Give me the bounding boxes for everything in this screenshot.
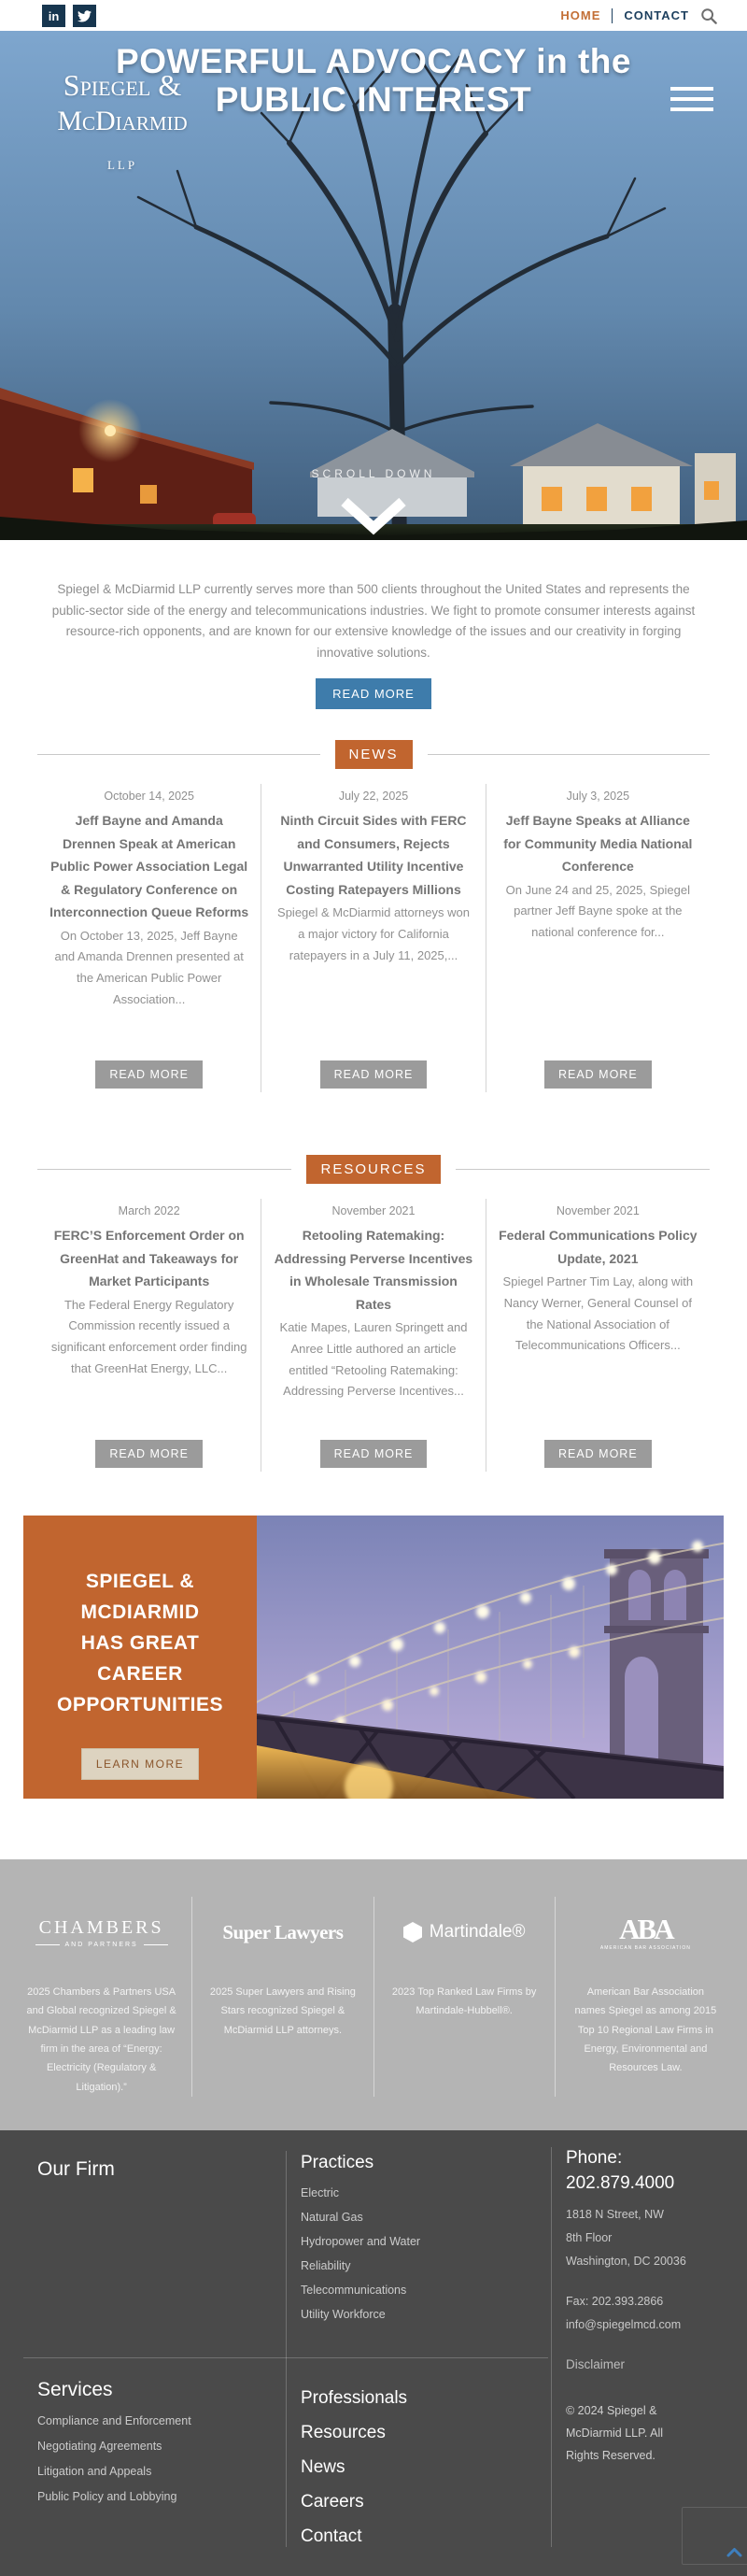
resource-card [37,1199,261,1472]
news-card [37,784,261,1092]
chambers-logo-subtext: AND PARTNERS [35,1942,168,1948]
award-description: 2023 Top Ranked Law Firms by Martindale-Hubbell®. [391,1986,537,2017]
aba-logo-subtext: AMERICAN BAR ASSOCIATION [599,1944,691,1951]
hero-section [0,31,747,540]
footer-service-item[interactable]: Public Policy and Lobbying [37,2490,177,2503]
aba-logo-text: ABA [619,1912,672,1945]
top-bar [0,0,747,31]
award-description: American Bar Association names Spiegel as among 2015 Top 10 Regional Law Firms in Energy, Environmental and Resources Law. [574,1986,717,2074]
resource-title-link[interactable]: FERC’S Enforcement Order on GreenHat and Takeaways for Market Participants [53,1228,245,1288]
footer-column-middle [301,2130,534,2546]
resource-title-link[interactable]: Retooling Ratemaking: Addressing Perverse Incentives in Wholesale Transmission Rates [274,1228,473,1312]
hexagon-icon [403,1922,422,1943]
scroll-down-label: SCROLL DOWN [311,467,436,480]
footer-copyright [566,2399,687,2467]
footer-copyright-line1: © 2024 Spiegel & McDiarmid LLP. [566,2404,657,2440]
news-date: October 14, 2025 [104,790,194,803]
resources-section [0,1103,747,1516]
header-line-right [456,1169,710,1170]
news-card [486,784,710,1092]
footer-disclaimer-link[interactable]: Disclaimer [566,2357,626,2371]
nav-divider [612,8,613,23]
award-super-lawyers [191,1897,373,2097]
header-line-left [37,1169,291,1170]
career-heading-line: CAREER [97,1663,183,1685]
footer-nav-professionals[interactable]: Professionals [301,2388,408,2408]
news-date: July 22, 2025 [338,790,409,803]
spacer [0,1799,747,1859]
footer-address-line: 1818 N Street, NW [566,2208,664,2221]
hamburger-menu-icon[interactable] [670,87,713,118]
news-title-link[interactable]: Jeff Bayne and Amanda Drennen Speak at American Public Power Association Legal & Regulatory Conference on Interconnection Queue Reforms [49,813,249,919]
resource-read-more-button[interactable]: READ MORE [544,1440,652,1468]
footer-fax: Fax: 202.393.2866 [566,2295,664,2308]
footer-services-list [37,2409,191,2510]
career-heading-line: SPIEGEL & [85,1571,195,1592]
footer-services-block [37,2379,191,2510]
hero-headline-line1: POWERFUL ADVOCACY in the [116,42,631,80]
intro-section [0,540,747,710]
resource-card [261,1199,485,1472]
footer-service-item[interactable]: Compliance and Enforcement [37,2414,191,2427]
career-heading-line: MCDIARMID [80,1601,200,1623]
award-aba [555,1897,736,2097]
footer-our-firm-link[interactable]: Our Firm [37,2158,115,2180]
career-photo-bridge [257,1516,724,1799]
footer-email-link[interactable]: info@spiegelmcd.com [566,2318,682,2331]
career-banner [23,1516,724,1799]
footer-fax-email [566,2290,720,2337]
footer-main-nav [301,2381,407,2554]
footer-practice-item[interactable]: Electric [301,2186,339,2199]
news-section [0,710,747,1103]
linkedin-icon[interactable]: in [42,5,65,27]
footer-practice-item[interactable]: Hydropower and Water [301,2235,421,2248]
news-header [37,740,710,769]
career-heading-line: OPPORTUNITIES [56,1694,224,1715]
footer-nav-careers[interactable]: Careers [301,2492,364,2512]
award-martindale [374,1897,555,2097]
aba-logo [571,1897,721,1968]
footer-practice-item[interactable]: Natural Gas [301,2211,363,2224]
news-date: July 3, 2025 [566,790,630,803]
intro-paragraph: Spiegel & McDiarmid LLP currently serves more than 500 clients throughout the United States and represents the public-sector side of the energy and telecommunications industries. We fight to promote consumer interests against resource-rich opponents, and are known for our extensive knowledge of the issues and our creativity in forging innovative solutions. [51,582,696,661]
super-lawyers-logo-text: Super Lawyers [222,1920,344,1943]
firm-logo-line1: Spiegel & [63,68,182,102]
footer-column-left [37,2130,271,2503]
footer [0,2130,747,2576]
news-section-title: NEWS [335,740,413,769]
nav-contact-link[interactable]: CONTACT [624,8,689,22]
footer-service-item[interactable]: Negotiating Agreements [37,2440,162,2453]
career-heading [57,1566,223,1720]
footer-column-right [566,2130,720,2467]
footer-nav-resources[interactable]: Resources [301,2423,386,2442]
news-cards [37,784,710,1092]
award-chambers [11,1897,191,2097]
award-description: 2025 Super Lawyers and Rising Stars recognized Spiegel & McDiarmid LLP attorneys. [209,1986,356,2036]
hero-headline-line2: PUBLIC INTEREST [215,80,532,120]
footer-services-link[interactable]: Services [37,2379,113,2400]
career-panel [23,1516,257,1799]
top-nav [560,0,717,31]
resources-cards [37,1199,710,1472]
resource-read-more-button[interactable]: READ MORE [320,1440,428,1468]
chambers-logo-text: CHAMBERS [38,1916,164,1938]
resource-date: November 2021 [556,1204,640,1217]
resources-header [37,1155,710,1184]
martindale-logo [389,1897,540,1968]
super-lawyers-logo [207,1897,358,1968]
news-title-link[interactable]: Jeff Bayne Speaks at Alliance for Community Media National Conference [503,813,693,874]
footer-nav-news[interactable]: News [301,2457,345,2477]
martindale-logo-text: Martindale® [429,1922,526,1942]
search-icon[interactable] [700,7,717,24]
resource-read-more-button[interactable]: READ MORE [95,1440,203,1468]
scroll-down-chevron-icon[interactable] [339,496,408,538]
nav-home-link[interactable]: HOME [560,8,601,22]
resources-section-title: RESOURCES [306,1155,440,1184]
footer-divider-vertical [551,2147,552,2547]
news-read-more-button[interactable]: READ MORE [320,1060,428,1089]
career-learn-more-button[interactable]: LEARN MORE [81,1748,199,1780]
footer-practice-item[interactable]: Utility Workforce [301,2308,386,2321]
footer-practice-item[interactable]: Reliability [301,2259,351,2272]
news-excerpt: Spiegel & McDiarmid attorneys won a major victory for California ratepayers in a July 11, 2025,... [277,905,470,962]
twitter-bird-icon [78,10,92,22]
footer-copyright-line2: All Rights Reserved. [566,2427,664,2462]
resource-title-link[interactable]: Federal Communications Policy Update, 2021 [499,1228,698,1266]
news-excerpt: On October 13, 2025, Jeff Bayne and Amanda Drennen presented at the American Public Power Association... [54,928,244,1006]
news-read-more-button[interactable]: READ MORE [95,1060,203,1089]
resource-date: November 2021 [331,1204,416,1217]
footer-address-line: 8th Floor [566,2231,613,2244]
resource-date: March 2022 [118,1204,180,1217]
footer-address-line: Washington, DC 20036 [566,2255,686,2268]
news-card [261,784,485,1092]
intro-read-more-button[interactable]: READ MORE [316,678,431,709]
chevron-up-icon [726,2547,742,2557]
news-read-more-button[interactable]: READ MORE [544,1060,652,1089]
awards-section [0,1859,747,2130]
resource-excerpt: Spiegel Partner Tim Lay, along with Nancy Werner, General Counsel of the National Association of Telecommunications Officers... [502,1274,694,1353]
footer-practices-link[interactable]: Practices [301,2153,374,2172]
chambers-logo [26,1897,176,1968]
firm-logo-llp: LLP [106,157,138,172]
career-heading-line: HAS GREAT [80,1632,200,1654]
footer-divider-vertical [286,2151,287,2547]
header-line-right [428,754,711,755]
header-line-left [37,754,320,755]
news-excerpt: On June 24 and 25, 2025, Spiegel partner Jeff Bayne spoke at the national conference for... [505,882,690,939]
footer-practice-item[interactable]: Telecommunications [301,2284,407,2297]
footer-service-item[interactable]: Litigation and Appeals [37,2465,152,2478]
resource-card [486,1199,710,1472]
footer-phone-number: 202.879.4000 [566,2173,675,2193]
award-description: 2025 Chambers & Partners USA and Global recognized Spiegel & McDiarmid LLP as a leading law firm in the area of “Energy: Electricity (Regulatory & Litigation).” [26,1986,176,2093]
footer-address [566,2203,720,2273]
back-to-top-button[interactable] [682,2507,747,2565]
twitter-icon[interactable] [73,5,96,27]
footer-divider-horizontal [23,2357,548,2358]
firm-logo-line2: McDiarmid [57,106,188,136]
resource-excerpt: The Federal Energy Regulatory Commission recently issued a significant enforcement order finding that GreenHat Energy, LLC... [50,1297,247,1375]
resource-excerpt: Katie Mapes, Lauren Springett and Anree Little authored an article entitled “Retooling Ratemaking: Addressing Perverse Incentives... [279,1320,468,1399]
bridge-photo-art [257,1516,724,1799]
footer-nav-contact[interactable]: Contact [301,2526,362,2546]
news-title-link[interactable]: Ninth Circuit Sides with FERC and Consumers, Rejects Unwarranted Utility Incentive Costing Ratepayers Millions [280,813,467,897]
hero-headline [0,42,747,120]
social-links [42,5,96,27]
footer-phone-label: Phone: [566,2148,623,2168]
footer-practices-list [301,2181,534,2327]
